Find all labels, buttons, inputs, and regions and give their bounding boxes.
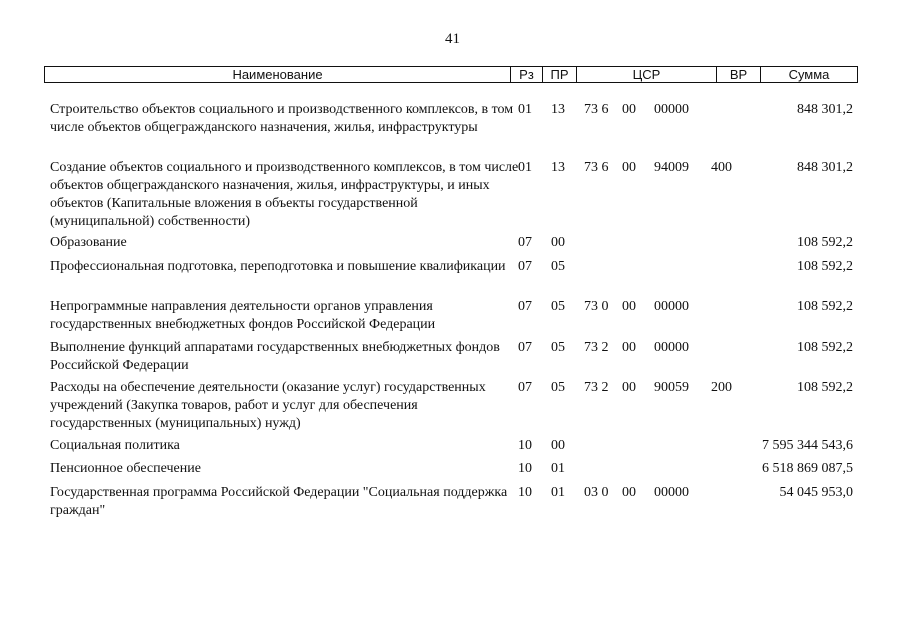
row-name: Профессиональная подготовка, переподготовка и повышение квалификации <box>50 259 506 274</box>
header-sum: Сумма <box>788 67 830 82</box>
row-rz: 10 <box>518 438 532 453</box>
row-csr-direction: 00000 <box>654 340 689 355</box>
header-vr: ВР <box>717 67 761 82</box>
row-pr: 00 <box>551 235 565 250</box>
row-csr-direction: 00000 <box>654 485 689 500</box>
row-csr-program: 73 0 <box>584 299 609 314</box>
row-sum: 108 592,2 <box>797 259 853 274</box>
row-vr: 200 <box>711 380 732 395</box>
row-sum: 848 301,2 <box>797 102 853 117</box>
row-name: Создание объектов социального и производственного комплексов, в том числе объектов общегражданского назначения, жилья, инфраструктуры, и иных объектов (Капитальные вложения в объекты государственной (муниципальной) собственности) <box>50 160 519 229</box>
row-rz: 07 <box>518 259 532 274</box>
row-csr-program: 03 0 <box>584 485 609 500</box>
row-pr: 05 <box>551 299 565 314</box>
row-vr: 400 <box>711 160 732 175</box>
row-rz: 07 <box>518 380 532 395</box>
row-rz: 10 <box>518 461 532 476</box>
row-csr-program: 73 2 <box>584 340 609 355</box>
row-sum: 6 518 869 087,5 <box>762 461 853 476</box>
row-rz: 01 <box>518 102 532 117</box>
row-csr-sub: 00 <box>622 380 636 395</box>
row-name: Выполнение функций аппаратами государственных внебюджетных фондов Российской Федерации <box>50 340 500 373</box>
row-pr: 05 <box>551 380 565 395</box>
row-name: Строительство объектов социального и производственного комплексов, в том числе объектов общегражданского назначения, жилья, инфраструктуры <box>50 102 514 135</box>
row-rz: 07 <box>518 235 532 250</box>
row-rz: 07 <box>518 340 532 355</box>
row-csr-program: 73 6 <box>584 102 609 117</box>
row-csr-sub: 00 <box>622 160 636 175</box>
header-rz: Рз <box>511 67 543 82</box>
row-rz: 07 <box>518 299 532 314</box>
table-header <box>44 66 858 83</box>
row-sum: 848 301,2 <box>797 160 853 175</box>
row-csr-sub: 00 <box>622 299 636 314</box>
row-csr-sub: 00 <box>622 485 636 500</box>
row-csr-sub: 00 <box>622 102 636 117</box>
row-rz: 01 <box>518 160 532 175</box>
row-pr: 00 <box>551 438 565 453</box>
row-rz: 10 <box>518 485 532 500</box>
row-csr-direction: 00000 <box>654 102 689 117</box>
header-csr: ЦСР <box>577 67 717 82</box>
row-sum: 108 592,2 <box>797 235 853 250</box>
row-sum: 7 595 344 543,6 <box>762 438 853 453</box>
row-pr: 01 <box>551 461 565 476</box>
row-csr-direction: 94009 <box>654 160 689 175</box>
page-number: 41 <box>445 31 460 47</box>
row-pr: 13 <box>551 102 565 117</box>
row-name: Пенсионное обеспечение <box>50 461 201 476</box>
row-name: Государственная программа Российской Федерации "Социальная поддержка граждан" <box>50 485 508 518</box>
row-csr-sub: 00 <box>622 340 636 355</box>
row-pr: 05 <box>551 259 565 274</box>
row-pr: 01 <box>551 485 565 500</box>
row-pr: 13 <box>551 160 565 175</box>
row-sum: 54 045 953,0 <box>779 485 853 500</box>
row-pr: 05 <box>551 340 565 355</box>
row-csr-program: 73 2 <box>584 380 609 395</box>
row-sum: 108 592,2 <box>797 299 853 314</box>
row-csr-program: 73 6 <box>584 160 609 175</box>
row-sum: 108 592,2 <box>797 380 853 395</box>
header-pr: ПР <box>543 67 577 82</box>
row-csr-direction: 90059 <box>654 380 689 395</box>
row-name: Образование <box>50 235 127 250</box>
row-csr-direction: 00000 <box>654 299 689 314</box>
row-name: Социальная политика <box>50 438 180 453</box>
row-sum: 108 592,2 <box>797 340 853 355</box>
header-name: Наименование <box>45 67 511 82</box>
row-name: Непрограммные направления деятельности органов управления государственных внебюджетных фондов Российской Федерации <box>50 299 436 332</box>
row-name: Расходы на обеспечение деятельности (оказание услуг) государственных учреждений (Закупка товаров, работ и услуг для обеспечения государственных (муниципальных) нужд) <box>50 380 486 431</box>
